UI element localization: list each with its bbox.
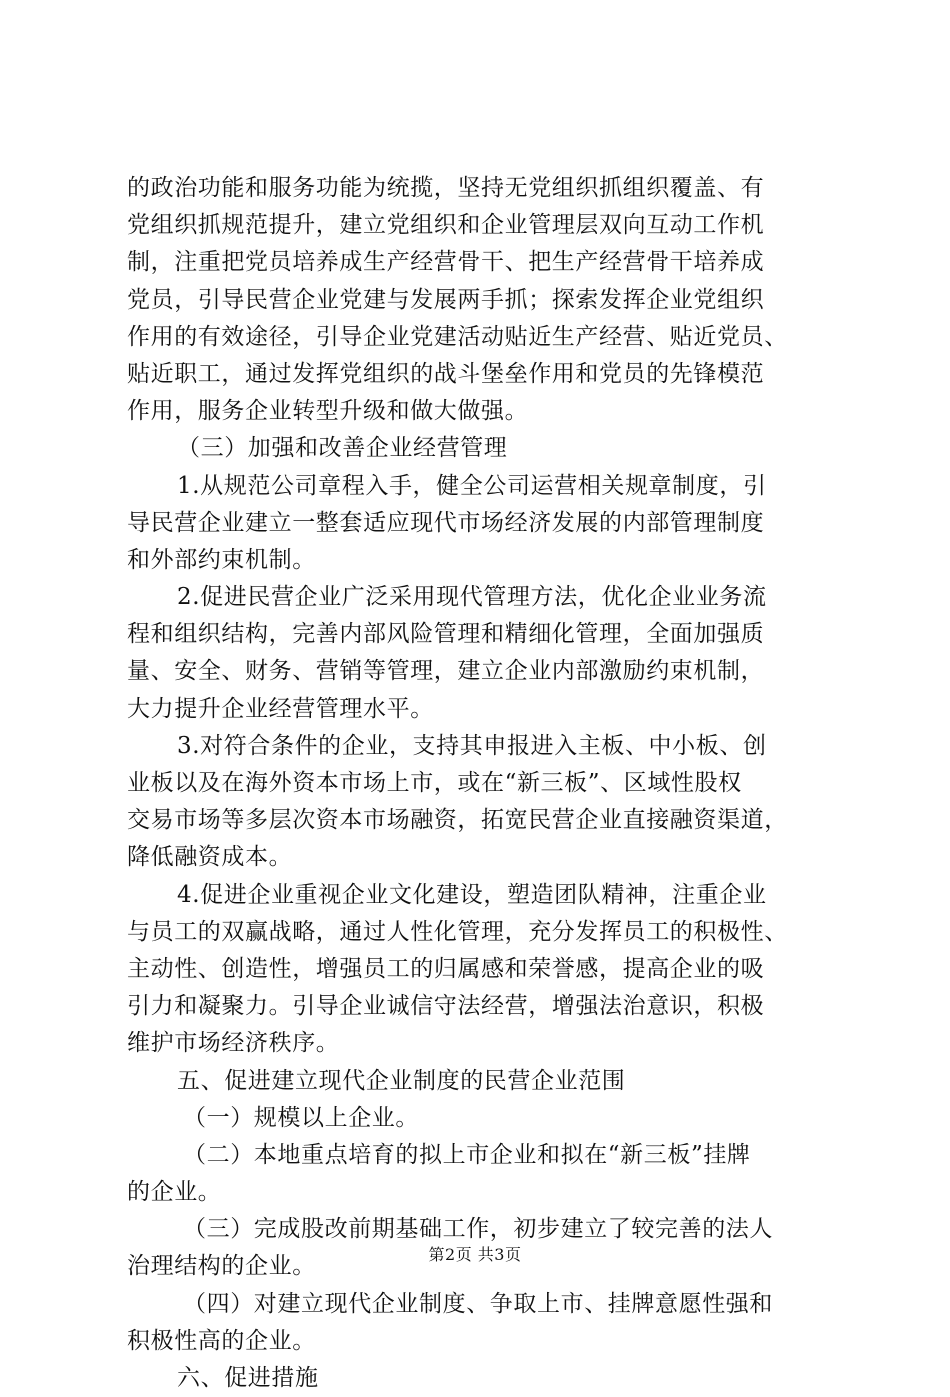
text-line: 交易市场等多层次资本市场融资，拓宽民营企业直接融资渠道， (127, 807, 788, 834)
text-line: 1.从规范公司章程入手，健全公司运营相关规章制度，引 (177, 472, 767, 499)
text-line: 导民营企业建立一整套适应现代市场经济发展的内部管理制度 (127, 509, 765, 536)
text-line: 贴近职工，通过发挥党组织的战斗堡垒作用和党员的先锋模范 (127, 360, 765, 387)
text-line: 党员，引导民营企业党建与发展两手抓；探索发挥企业党组织 (127, 286, 765, 313)
document-body (127, 170, 827, 1397)
section-heading: （三）加强和改善企业经营管理 (177, 435, 508, 462)
text-line: 维护市场经济秩序。 (127, 1030, 340, 1057)
section-heading: 五、促进建立现代企业制度的民营企业范围 (177, 1067, 626, 1094)
text-line: 3.对符合条件的企业，支持其申报进入主板、中小板、创 (177, 732, 767, 759)
text-line: 量、安全、财务、营销等管理，建立企业内部激励约束机制， (127, 658, 765, 685)
list-item: （四）对建立现代企业制度、争取上市、挂牌意愿性强和 (183, 1290, 773, 1317)
list-item: （三）完成股改前期基础工作，初步建立了较完善的法人 (183, 1216, 773, 1243)
text-line: 制，注重把党员培养成生产经营骨干、把生产经营骨干培养成 (127, 249, 765, 276)
text-line: 降低融资成本。 (127, 844, 293, 871)
text-line: 大力提升企业经营管理水平。 (127, 695, 434, 722)
page-number-footer: 第2页 共3页 (428, 1245, 522, 1264)
section-heading: 六、促进措施 (177, 1365, 319, 1391)
text-line: 党组织抓规范提升，建立党组织和企业管理层双向互动工作机 (127, 212, 765, 239)
list-item: （二）本地重点培育的拟上市企业和拟在“新三板”挂牌 (183, 1141, 751, 1168)
text-line: 引力和凝聚力。引导企业诚信守法经营，增强法治意识，积极 (127, 993, 765, 1020)
text-line: 的政治功能和服务功能为统揽，坚持无党组织抓组织覆盖、有 (127, 175, 765, 201)
text-line: 作用的有效途径，引导企业党建活动贴近生产经营、贴近党员、 (127, 323, 788, 350)
text-line: 4.促进企业重视企业文化建设，塑造团队精神，注重企业 (177, 881, 767, 908)
text-line: 与员工的双赢战略，通过人性化管理，充分发挥员工的积极性、 (127, 918, 788, 945)
text-line: 的企业。 (127, 1179, 222, 1206)
text-line: 业板以及在海外资本市场上市，或在“新三板”、区域性股权 (127, 770, 742, 796)
text-line: 程和组织结构，完善内部风险管理和精细化管理，全面加强质 (127, 621, 765, 648)
list-item: （一）规模以上企业。 (183, 1104, 419, 1131)
text-line: 主动性、创造性，增强员工的归属感和荣誉感，提高企业的吸 (127, 955, 765, 982)
text-line: 和外部约束机制。 (127, 546, 316, 573)
text-line: 作用，服务企业转型升级和做大做强。 (127, 398, 529, 425)
text-line: 积极性高的企业。 (127, 1327, 316, 1354)
text-line: 治理结构的企业。 (127, 1253, 316, 1280)
text-line: 2.促进民营企业广泛采用现代管理方法，优化企业业务流 (177, 584, 767, 611)
